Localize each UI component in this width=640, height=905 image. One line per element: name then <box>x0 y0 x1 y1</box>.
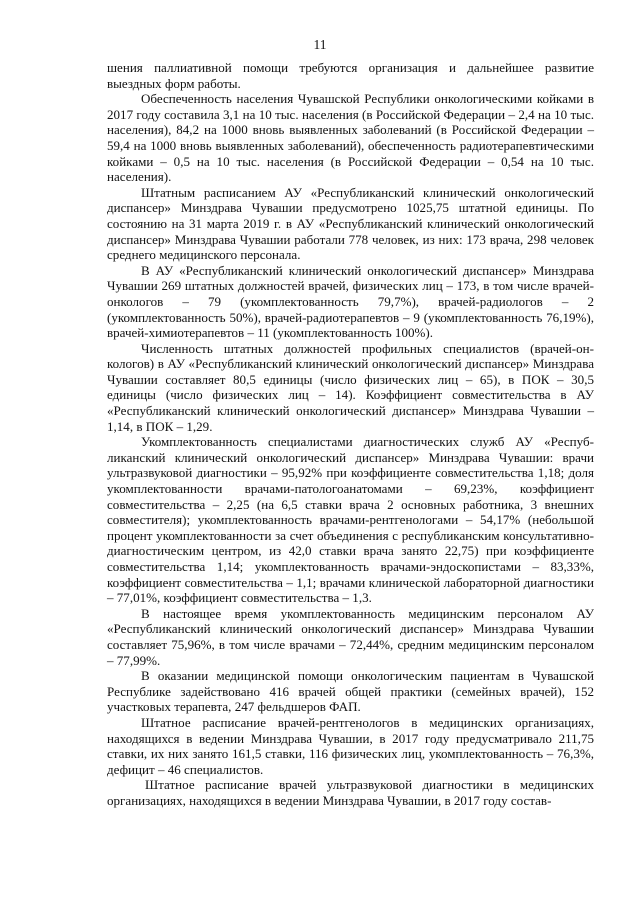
paragraph-staffing-schedule: Штатным расписанием АУ «Республиканский клинический онкологический диспансер» Минздрава Чувашии предусмотрено 1025,75 штатной единицы. По состоянию на 31 марта 2019 г. в АУ «Республиканский клинический онкологический диспансер» Минздрава Чувашии работали 778 человек, из них: 173 врача, 298 человек среднего медицинского персонала. <box>107 184 594 263</box>
paragraph-ultrasound-schedule: Штатное расписание врачей ультразвуковой диагностики в медицинских организациях, находящихся в ведении Минздрава Чувашии, в 2017 году состав- <box>107 777 594 808</box>
paragraph-oncology-beds-supply: Обеспеченность населения Чувашской Республики онкологическими койками в 2017 году составила 3,1 на 10 тыс. населения (в Российской Федерации – 2,4 на 10 тыс. населения), 84,2 на 1000 вновь выявленных заболеваний (в Российской Федерации – 59,4 на 1000 вновь выявленных заболеваний), обеспеченность радиотерапевтическими койками – 0,5 на 10 тыс. населения (в Российской Федерации – 0,54 на 10 тыс. населения). <box>107 91 594 185</box>
paragraph-diagnostic-services-staffing: Укомплектованность специалистами диагностических служб АУ «Республиканский клинический онкологический диспансер» Минздрава Чувашии: врачи ультразвуковой диагностики – 95,92% при коэффициенте совместительства 1,18; доля укомплектованности врачами-патологоанатомами – 69,23%, коэффициент совместительства – 2,25 (на 6,5 ставки врача 2 основных работника, 3 внешних совместителя); укомплектованность врачами-рентгенологами – 54,17% (небольшой процент укомплектованности за счет объединения с республиканским консультативно-диагностическим центром, из 42,0 ставки врача занято 22,75) при коэффициенте совместительства 1,14; укомплектованность врачами-эндоскопистами – 83,33%, коэффициент совместительства – 1,1; врачами клинической лабораторной диагностики – 77,01%, коэффициент совместительства – 1,3. <box>107 434 594 606</box>
paragraph-current-staffing-level: В настоящее время укомплектованность медицинским персоналом АУ «Республиканский клинический онкологический диспансер» Минздрава Чувашии составляет 75,96%, в том числе врачами – 72,44%, средним медицинским персоналом – 77,99%. <box>107 605 594 668</box>
paragraph-oncologist-headcount: Численность штатных должностей профильных специалистов (врачей-онкологов) в АУ «Республиканский клинический онкологический диспансер» Минздрава Чувашии составляет 80,5 единицы (число физических лиц – 65), в ПОК – 30,5 единицы (число физических лиц – 14). Коэффициент совместительства в АУ «Республиканский клинический онкологический диспансер» Минздрава Чувашии – 1,14, в ПОК – 1,29. <box>107 340 594 434</box>
paragraph-radiologists-schedule: Штатное расписание врачей-рентгенологов в медицинских организациях, находящихся в ведении Минздрава Чувашии, в 2017 году предусматривало 211,75 ставки, их них занято 161,5 ставки, 116 физических лиц, укомплектованность – 76,3%, дефицит – 46 специалистов. <box>107 714 594 777</box>
paragraph-primary-care-involvement: В оказании медицинской помощи онкологическим пациентам в Чувашской Республике задействовано 416 врачей общей практики (семейных врачей), 152 участковых терапевта, 247 фельдшеров ФАП. <box>107 668 594 715</box>
paragraph-palliative-care-continuation: шения паллиативной помощи требуются организация и дальнейшее развитие выездных форм работы. <box>107 60 594 91</box>
document-body <box>107 60 594 809</box>
paragraph-physician-positions: В АУ «Республиканский клинический онкологический диспансер» Минздрава Чувашии 269 штатных должностей врачей, физических лиц – 173, в том числе врачей-онкологов – 79 (укомплектованность 79,7%), врачей-радиологов – 2 (укомплектованность 50%), врачей-радиотерапевтов – 9 (укомплектованность 76,19%), врачей-химиотерапевтов – 11 (укомплектованность 100%). <box>107 262 594 341</box>
page-number: 11 <box>313 37 327 52</box>
